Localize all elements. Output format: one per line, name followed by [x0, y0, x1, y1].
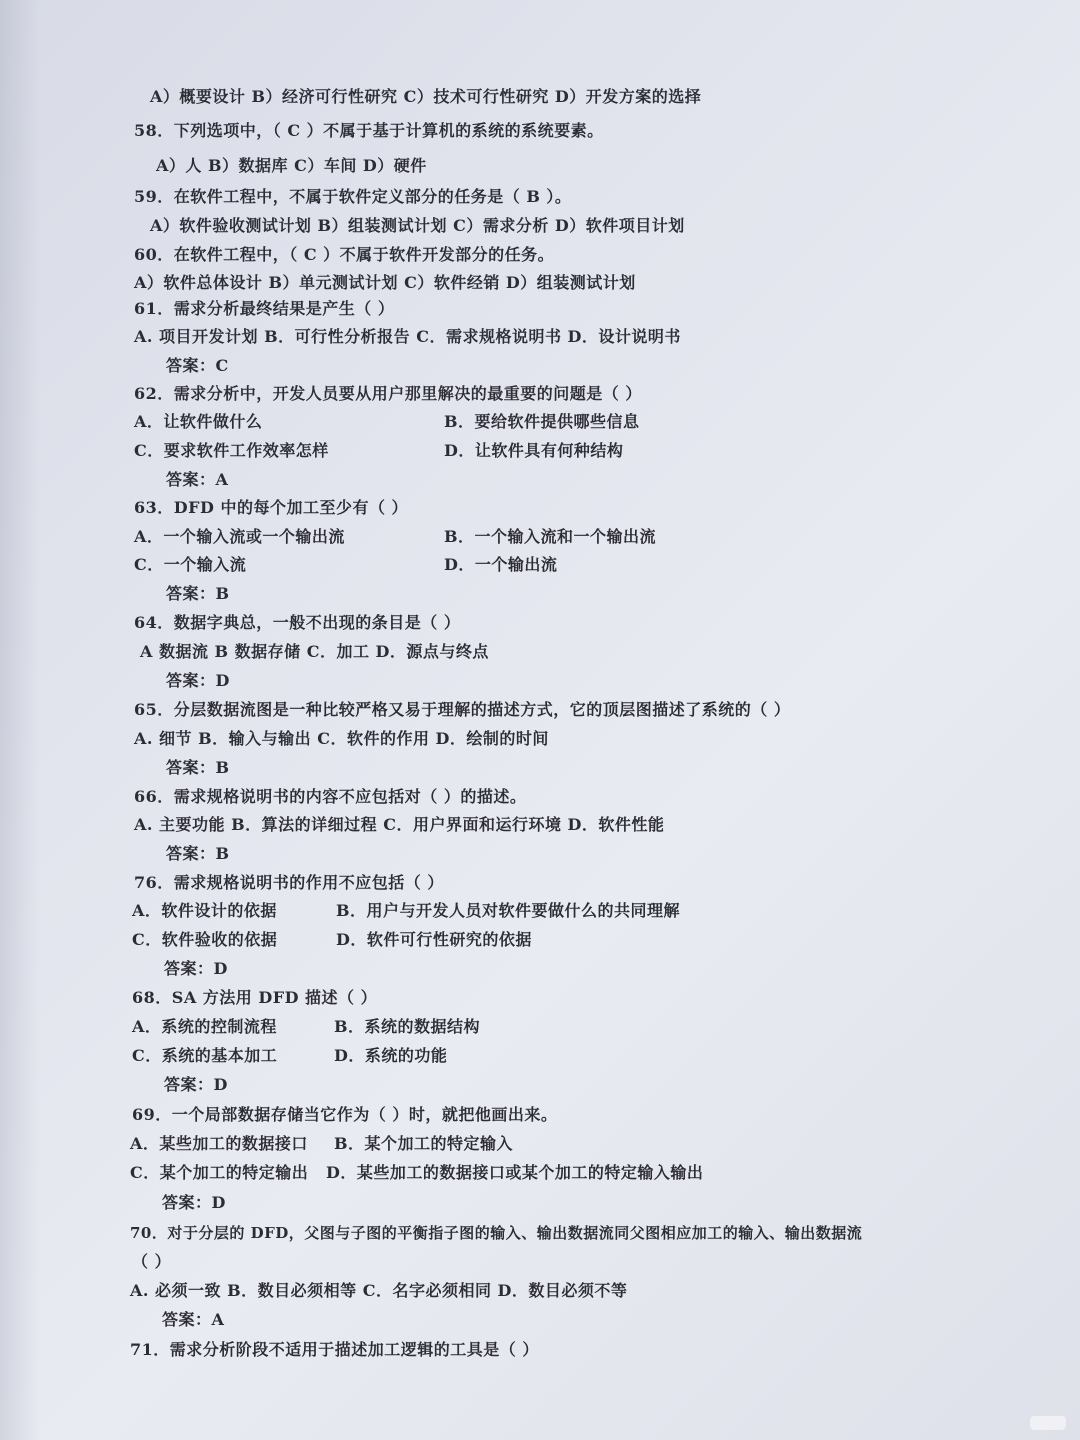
options-59: A）软件验收测试计划 B）组装测试计划 C）需求分析 D）软件项目计划: [150, 216, 685, 235]
answer-61: 答案：C: [166, 356, 229, 375]
question-76: 76．需求规格说明书的作用不应包括（ ）: [134, 873, 444, 892]
option-68-c: C．系统的基本加工: [132, 1046, 278, 1065]
question-62: 62．需求分析中，开发人员要从用户那里解决的最重要的问题是（ ）: [134, 384, 642, 403]
option-62-a: A．让软件做什么: [134, 412, 263, 431]
option-69-c: C．某个加工的特定输出: [130, 1163, 309, 1182]
question-70-blank: （ ）: [132, 1252, 172, 1271]
option-62-d: D．让软件具有何种结构: [444, 441, 624, 460]
option-69-a: A．某些加工的数据接口: [130, 1134, 308, 1153]
answer-65: 答案：B: [166, 758, 230, 777]
option-63-d: D．一个输出流: [444, 555, 558, 574]
options-58: A）人 B）数据库 C）车间 D）硬件: [156, 156, 427, 175]
question-58: 58．下列选项中，（ C ）不属于基于计算机的系统的系统要素。: [134, 121, 604, 140]
question-71: 71．需求分析阶段不适用于描述加工逻辑的工具是（ ）: [130, 1340, 539, 1359]
option-62-c: C．要求软件工作效率怎样: [134, 441, 329, 460]
option-69-d: D．某些加工的数据接口或某个加工的特定输入输出: [326, 1163, 704, 1182]
option-68-a: A．系统的控制流程: [132, 1017, 277, 1036]
option-76-d: D．软件可行性研究的依据: [336, 930, 532, 949]
options-60: A）软件总体设计 B）单元测试计划 C）软件经销 D）组装测试计划: [134, 273, 636, 292]
option-63-a: A．一个输入流或一个输出流: [134, 527, 345, 546]
options-65: A. 细节 B．输入与输出 C．软件的作用 D．绘制的时间: [134, 729, 549, 748]
options-61: A. 项目开发计划 B．可行性分析报告 C．需求规格说明书 D．设计说明书: [134, 327, 681, 346]
option-68-d: D．系统的功能: [334, 1046, 448, 1065]
page-shadow: [0, 0, 40, 1440]
options-57: A）概要设计 B）经济可行性研究 C）技术可行性研究 D）开发方案的选择: [150, 87, 702, 106]
option-62-b: B．要给软件提供哪些信息: [444, 412, 640, 431]
question-70: 70．对于分层的 DFD，父图与子图的平衡指子图的输入、输出数据流同父图相应加工的输入、输出数据流: [130, 1224, 863, 1242]
option-76-b: B．用户与开发人员对软件要做什么的共同理解: [336, 901, 681, 920]
option-63-c: C．一个输入流: [134, 555, 247, 574]
question-68: 68．SA 方法用 DFD 描述（ ）: [132, 988, 378, 1007]
question-66: 66．需求规格说明书的内容不应包括对（ ）的描述。: [134, 787, 527, 806]
question-63: 63．DFD 中的每个加工至少有（ ）: [134, 498, 409, 517]
question-64: 64．数据字典总，一般不出现的条目是（ ）: [134, 613, 461, 632]
options-66: A. 主要功能 B．算法的详细过程 C．用户界面和运行环境 D．软件性能: [134, 815, 665, 834]
option-76-c: C．软件验收的依据: [132, 930, 278, 949]
option-68-b: B．系统的数据结构: [334, 1017, 481, 1036]
question-65: 65．分层数据流图是一种比较严格又易于理解的描述方式，它的顶层图描述了系统的（ ）: [134, 700, 791, 719]
answer-63: 答案：B: [166, 584, 230, 603]
answer-70: 答案：A: [162, 1310, 225, 1329]
option-76-a: A．软件设计的依据: [132, 901, 277, 920]
answer-76: 答案：D: [164, 959, 228, 978]
options-64: A 数据流 B 数据存储 C．加工 D．源点与终点: [140, 642, 489, 661]
answer-69: 答案：D: [162, 1193, 226, 1212]
question-59: 59．在软件工程中，不属于软件定义部分的任务是（ B ）。: [134, 187, 572, 206]
watermark-badge: [1030, 1416, 1066, 1430]
options-70: A. 必须一致 B．数目必须相等 C．名字必须相同 D．数目必须不等: [130, 1281, 628, 1300]
answer-68: 答案：D: [164, 1075, 228, 1094]
question-69: 69．一个局部数据存储当它作为（ ）时，就把他画出来。: [132, 1105, 558, 1124]
question-61: 61．需求分析最终结果是产生（ ）: [134, 299, 395, 318]
option-63-b: B．一个输入流和一个输出流: [444, 527, 657, 546]
answer-62: 答案：A: [166, 470, 229, 489]
question-60: 60．在软件工程中，（ C ）不属于软件开发部分的任务。: [134, 245, 555, 264]
answer-64: 答案：D: [166, 671, 230, 690]
answer-66: 答案：B: [166, 844, 230, 863]
option-69-b: B．某个加工的特定输入: [334, 1134, 514, 1153]
